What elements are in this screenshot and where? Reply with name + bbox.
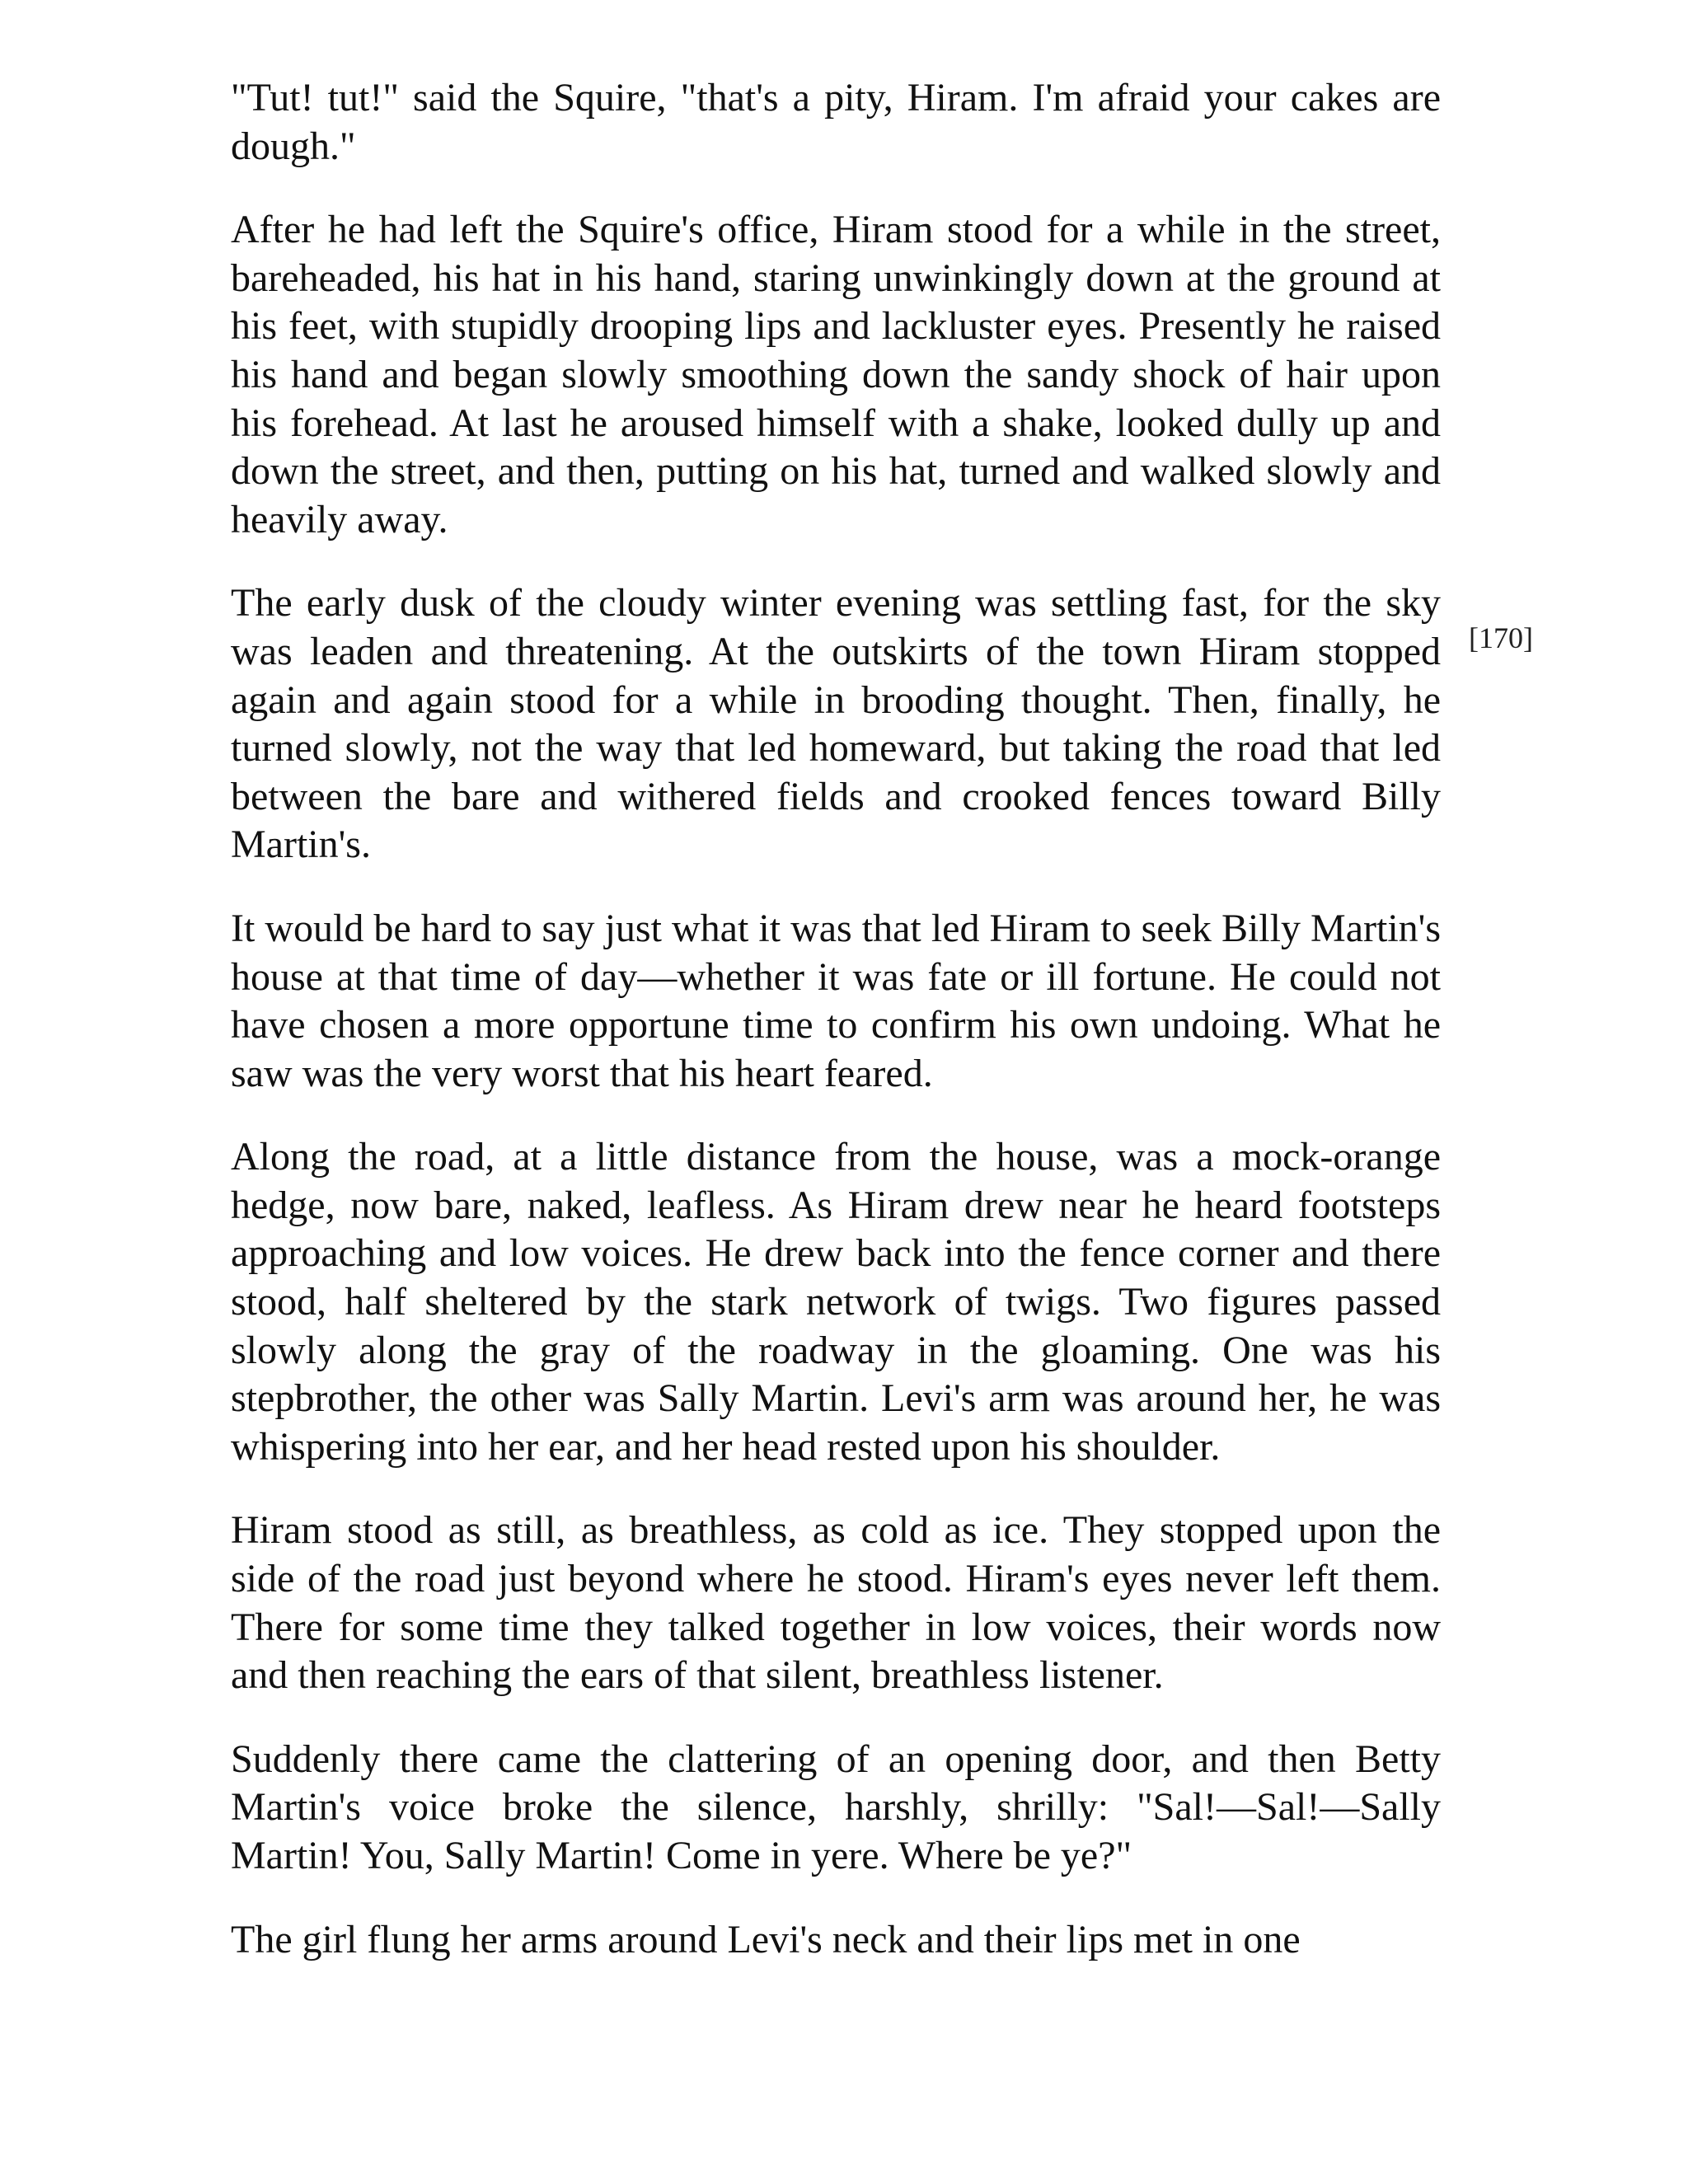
paragraph-betty-martin-voice: Suddenly there came the clattering of an opening door, and then Betty Martin's voice broke the silence, harshly, shrilly: "Sal!—Sal!—Sally Martin! You, Sally Martin! Come in yere. Where be ye?" bbox=[231, 1736, 1441, 1877]
page-number: [170] bbox=[1469, 621, 1533, 654]
paragraph-hiram-stood-still: Hiram stood as still, as breathless, as cold as ice. They stopped upon the side of the road just beyond where he stood. Hiram's eyes never left them. There for some time they talked together in low voices, their words now and then reaching the ears of that silent, breathless listener. bbox=[231, 1508, 1441, 1698]
paragraph-winter-dusk: The early dusk of the cloudy winter evening was settling fast, for the sky was leaden and threatening. At the outskirts of the town Hiram stopped again and again stood for a while in brooding thought. Then, finally, he turned slowly, not the way that led homeward, but taking the road that led between the bare and withered fields and crooked fences toward Billy Martin's. bbox=[231, 581, 1441, 867]
paragraph-squire-remark: "Tut! tut!" said the Squire, "that's a pity, Hiram. I'm afraid your cakes are dough." bbox=[231, 76, 1441, 168]
paragraph-hiram-in-street: After he had left the Squire's office, Hiram stood for a while in the street, bareheaded, his hat in his hand, staring unwinkingly down at the ground at his feet, with stupidly drooping lips and lackluster eyes. Presently he raised his hand and began slowly smoothing down the sandy shock of hair upon his forehead. At last he aroused himself with a shake, looked dully up and down the street, and then, putting on his hat, turned and walked slowly and heavily away. bbox=[231, 208, 1441, 541]
paragraph-mock-orange-hedge: Along the road, at a little distance from the house, was a mock-orange hedge, now bare, naked, leafless. As Hiram drew near he heard footsteps approaching and low voices. He drew back into the fence corner and there stood, half sheltered by the stark network of twigs. Two figures passed slowly along the gray of the roadway in the gloaming. One was his stepbrother, the other was Sally Martin. Levi's arm was around her, he was whispering into her ear, and her head rested upon his shoulder. bbox=[231, 1135, 1441, 1469]
page-body bbox=[231, 74, 1441, 1964]
paragraph-girl-flung-arms: The girl flung her arms around Levi's neck and their lips met in one bbox=[231, 1917, 1301, 1961]
paragraph-seek-martin-house: It would be hard to say just what it was that led Hiram to seek Billy Martin's house at that time of day—whether it was fate or ill fortune. He could not have chosen a more opportune time to confirm his own undoing. What he saw was the very worst that his heart feared. bbox=[231, 906, 1441, 1095]
